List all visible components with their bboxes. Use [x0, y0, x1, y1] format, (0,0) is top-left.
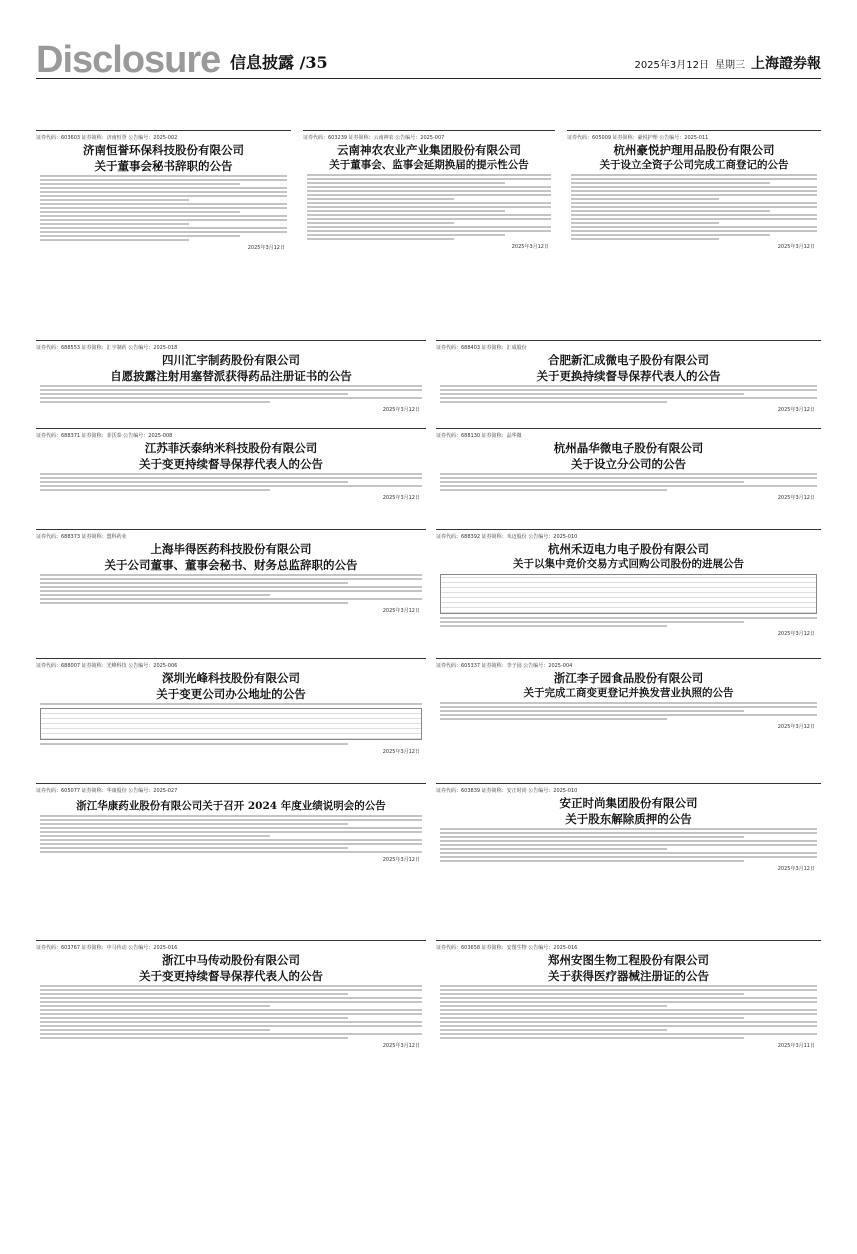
- article-code: 证券代码：688373 证券简称：盟科药业: [36, 534, 127, 540]
- article-date: 2025年3月12日: [777, 495, 815, 501]
- article-date: 2025年3月12日: [382, 495, 420, 501]
- article-subtitle: 关于以集中竞价交易方式回购公司股份的进展公告: [513, 558, 744, 570]
- article: [36, 783, 426, 928]
- article-code: 证券代码：603603 证券简称：济南恒誉 公告编号：2025-002: [36, 135, 178, 141]
- newspaper-name: 上海證券報: [751, 56, 821, 72]
- article-code: 证券代码：603839 证券简称：安正时尚 公告编号：2025-010: [436, 788, 578, 794]
- article-subtitle: 关于董事会、监事会延期换届的提示性公告: [329, 159, 529, 171]
- article-subtitle: 自愿披露注射用塞替派获得药品注册证书的公告: [110, 369, 352, 383]
- article-subtitle: 关于更换持续督导保荐代表人的公告: [536, 369, 721, 383]
- article-subtitle: 关于变更持续督导保荐代表人的公告: [139, 457, 323, 471]
- article-title: 杭州晶华微电子股份有限公司: [553, 441, 704, 455]
- header-meta: [634, 53, 821, 73]
- article: [36, 428, 426, 526]
- article-title: 云南神农农业产业集团股份有限公司: [337, 143, 521, 157]
- article-date: 2025年3月12日: [777, 866, 815, 872]
- article: [436, 940, 821, 1120]
- article: [36, 658, 426, 773]
- header-rule: [36, 78, 821, 79]
- article-date: 2025年3月12日: [382, 749, 420, 755]
- article-date: 2025年3月12日: [382, 608, 420, 614]
- article: [436, 529, 821, 654]
- article-title: 郑州安图生物工程股份有限公司: [548, 953, 709, 967]
- article-code: 证券代码：603767 证券简称：中马传动 公告编号：2025-016: [36, 945, 178, 951]
- page-header: [0, 0, 857, 80]
- address-table: [40, 708, 422, 740]
- article-date: 2025年3月12日: [777, 724, 815, 730]
- article-subtitle: 关于设立分公司的公告: [571, 457, 686, 471]
- article-title: 合肥新汇成微电子股份有限公司: [548, 353, 709, 367]
- article: [436, 658, 821, 773]
- article: [36, 940, 426, 1120]
- article-title: 杭州禾迈电力电子股份有限公司: [548, 542, 709, 556]
- article-title: 济南恒誉环保科技股份有限公司: [83, 143, 244, 157]
- article: [436, 783, 821, 928]
- article-code: 证券代码：603239 证券简称：云南神农 公告编号：2025-007: [303, 135, 445, 141]
- article-subtitle: 关于董事会秘书辞职的公告: [94, 159, 233, 173]
- article-title: 浙江李子园食品股份有限公司: [553, 671, 704, 685]
- article-subtitle: 关于股东解除质押的公告: [565, 812, 692, 826]
- article-date: 2025年3月12日: [777, 407, 815, 413]
- article-subtitle: 关于变更持续督导保荐代表人的公告: [139, 969, 323, 983]
- article-date: 2025年3月12日: [247, 245, 285, 251]
- article-code: 证券代码：603658 证券简称：安图生物 公告编号：2025-016: [436, 945, 578, 951]
- article-code: 证券代码：605077 证券简称：华康股份 公告编号：2025-027: [36, 788, 178, 794]
- article: [436, 428, 821, 526]
- article-subtitle: 关于公司董事、董事会秘书、财务总监辞职的公告: [104, 558, 358, 572]
- article: [303, 130, 555, 335]
- article-code: 证券代码：688553 证券简称：汇宇制药 公告编号：2025-018: [36, 345, 178, 351]
- article-title: 杭州豪悦护理用品股份有限公司: [613, 143, 775, 157]
- article-title: 深圳光峰科技股份有限公司: [162, 671, 300, 685]
- article-date: 2025年3月12日: [777, 244, 815, 250]
- article-date: 2025年3月11日: [777, 1043, 815, 1049]
- article: [436, 340, 821, 437]
- article-subtitle: 关于设立全资子公司完成工商登记的公告: [599, 159, 789, 171]
- article-title: 浙江中马传动股份有限公司: [162, 953, 300, 967]
- issue-weekday: 星期三: [715, 60, 745, 71]
- article-code: 证券代码：688007 证券简称：光峰科技 公告编号：2025-006: [36, 663, 178, 669]
- article: [36, 529, 426, 654]
- article-code: 证券代码：605337 证券简称：李子园 公告编号：2025-004: [436, 663, 573, 669]
- article-title: 四川汇宇制药股份有限公司: [162, 353, 300, 367]
- article-subtitle: 关于获得医疗器械注册证的公告: [548, 969, 709, 983]
- article-code: 证券代码：688130 证券简称：晶华微: [436, 433, 522, 439]
- article: [567, 130, 821, 335]
- article-date: 2025年3月12日: [382, 857, 420, 863]
- article-date: 2025年3月12日: [382, 1043, 420, 1049]
- article-date: 2025年3月12日: [382, 407, 420, 413]
- repurchase-table: [440, 574, 817, 614]
- article-date: 2025年3月12日: [511, 244, 549, 250]
- article-date: 2025年3月12日: [777, 631, 815, 637]
- article: [36, 130, 291, 335]
- article-code: 证券代码：688403 证券简称：汇成股份: [436, 345, 527, 351]
- article-subtitle: 关于变更公司办公地址的公告: [156, 687, 306, 701]
- article-title: 浙江华康药业股份有限公司关于召开 2024 年度业绩说明会的公告: [76, 800, 386, 812]
- issue-date: 2025年3月12日: [634, 60, 709, 71]
- article: [36, 340, 426, 437]
- article-code: 证券代码：688371 证券简称：菲沃泰 公告编号：2025-008: [36, 433, 173, 439]
- article-subtitle: 关于完成工商变更登记并换发营业执照的公告: [523, 687, 734, 699]
- section-title: 信息披露 /35: [230, 53, 328, 72]
- article-code: 证券代码：688392 证券简称：禾迈股份 公告编号：2025-010: [436, 534, 578, 540]
- disclosure-logo: Disclosure: [36, 39, 221, 81]
- article-title: 上海毕得医药科技股份有限公司: [150, 542, 312, 556]
- article-title: 江苏菲沃泰纳米科技股份有限公司: [144, 441, 318, 455]
- article-title: 安正时尚集团股份有限公司: [559, 796, 698, 810]
- article-code: 证券代码：605009 证券简称：豪悦护理 公告编号：2025-011: [567, 135, 709, 141]
